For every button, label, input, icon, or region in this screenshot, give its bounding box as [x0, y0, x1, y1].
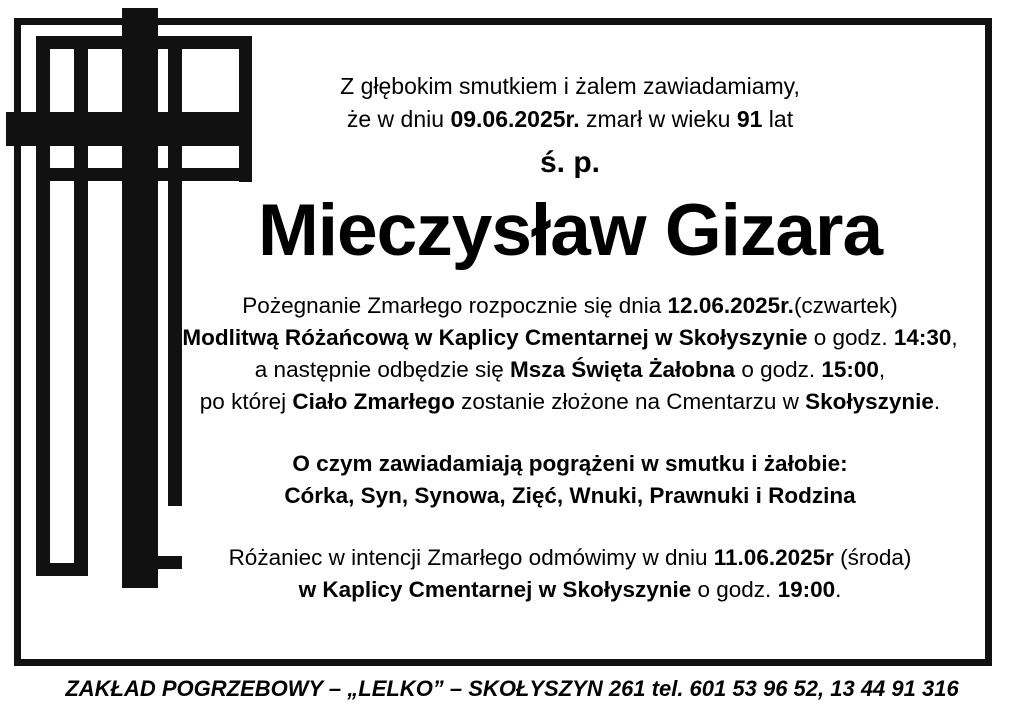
rosary-weekday: (środa) [833, 545, 912, 570]
farewell-line-1 [170, 290, 970, 322]
rosary-place: w Kaplicy Cmentarnej w Skołyszynie [298, 577, 692, 602]
rosary-block [170, 542, 970, 606]
notice-text-column [170, 70, 970, 606]
mass-name: Msza Święta Żałobna [510, 357, 736, 382]
farewell-line-3-prefix: a następnie odbędzie się [254, 357, 510, 382]
intro-line-2-prefix: że w dniu [346, 106, 451, 132]
spacer-1 [170, 418, 970, 432]
rosary-line-2-mid: o godz. [691, 577, 778, 602]
farewell-line-4-end: . [933, 389, 941, 414]
spacer-2 [170, 512, 970, 526]
farewell-line-4-mid: zostanie złożone na Cmentarzu w [454, 389, 806, 414]
rosary-line-1-prefix: Różaniec w intencji Zmarłego odmówimy w dniu [228, 545, 714, 570]
intro-line-2-middle: zmarł w wieku [579, 106, 737, 132]
mourners-line-2: Córka, Syn, Synowa, Zięć, Wnuki, Prawnuki i Rodzina [284, 483, 856, 508]
farewell-line-4-prefix: po której [199, 389, 293, 414]
mourners-line-1: O czym zawiadamiają pogrążeni w smutku i żałobie: [292, 451, 848, 476]
farewell-line-2 [170, 322, 970, 354]
rosary-time: 19:00 [777, 577, 836, 602]
cross-top-cap [36, 36, 88, 49]
age-value: 91 [736, 106, 763, 132]
death-date: 09.06.2025r. [450, 106, 580, 132]
farewell-line-3-end: , [878, 357, 886, 382]
cemetery-place: Skołyszynie [805, 389, 934, 414]
funeral-weekday: (czwartek) [793, 293, 898, 318]
cross-bottom-cap-left [36, 563, 88, 576]
farewell-time-1: 14:30 [893, 325, 952, 350]
mass-time: 15:00 [821, 357, 879, 382]
rosary-line-2-end: . [835, 577, 842, 602]
rosary-line-2 [170, 574, 970, 606]
body-phrase: Ciało Zmarłego [292, 389, 455, 414]
farewell-line-3 [170, 354, 970, 386]
deceased-name: Mieczysław Gizara [257, 190, 883, 271]
sp-abbreviation: ś. p. [539, 146, 600, 179]
farewell-line-3-mid: o godz. [735, 357, 822, 382]
farewell-line-4 [170, 386, 970, 418]
rosary-line-1 [170, 542, 970, 574]
intro-line-2-suffix: lat [762, 106, 794, 132]
intro-line-1: Z głębokim smutkiem i żalem zawiadamiamy, [340, 73, 800, 99]
farewell-line-1-prefix: Pożegnanie Zmarłego rozpocznie się dnia [242, 293, 668, 318]
funeral-home-footer: ZAKŁAD POGRZEBOWY – „LELKO” – SKOŁYSZYN 261 tel. 601 53 96 52, 13 44 91 316 [65, 676, 959, 701]
cross-vertical-beam [122, 8, 158, 588]
rosary-date: 11.06.2025r [713, 545, 834, 570]
farewell-line-2-mid: o godz. [807, 325, 894, 350]
farewell-block [170, 290, 970, 418]
mourners-block [170, 448, 970, 512]
rosary-prayer-place: Modlitwą Różańcową w Kaplicy Cmentarnej w Skołyszynie [182, 325, 808, 350]
farewell-line-2-end: , [951, 325, 958, 350]
intro-line-2 [170, 103, 970, 136]
funeral-date: 12.06.2025r. [667, 293, 794, 318]
